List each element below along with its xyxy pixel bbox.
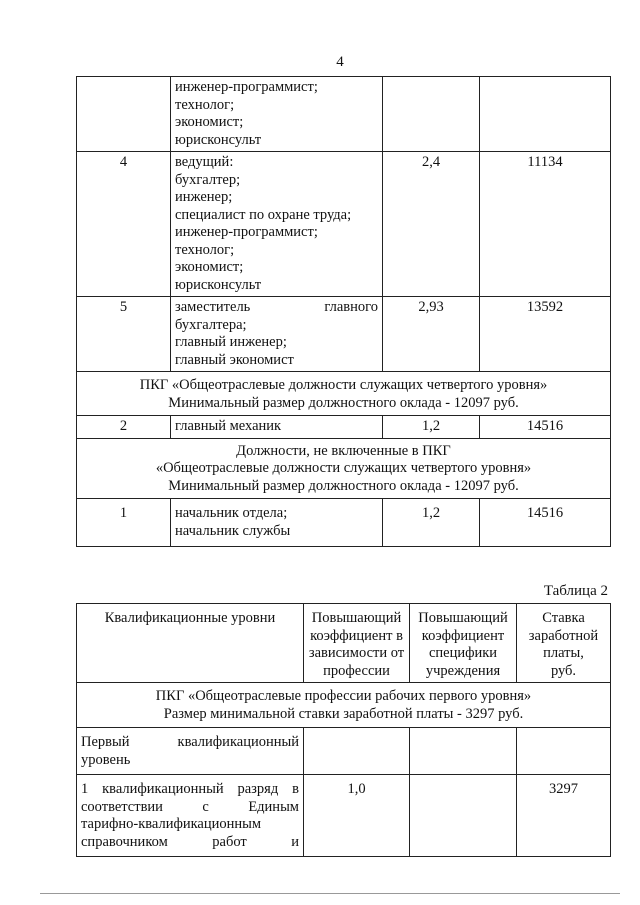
header-levels: Квалификационные уровни [77,604,304,683]
header-rate: Ставка заработной платы, руб. [517,604,611,683]
table-row [77,297,611,372]
level-name: Первый квалификационный уровень [77,728,304,775]
group-header: ПКГ «Общеотраслевые профессии рабочих первого уровня» Размер минимальной ставки заработной платы - 3297 руб. [77,683,611,728]
salary: 14516 [480,416,611,439]
salary [480,77,611,152]
rate: 3297 [517,775,611,857]
group-header-row [77,683,611,728]
table-row [77,152,611,297]
position-names: заместитель главного бухгалтера; главный инженер; главный экономист [171,297,383,372]
header-row [77,604,611,683]
positions-table [76,76,611,547]
coefficient: 1,2 [383,416,480,439]
coefficient: 1,0 [304,775,410,857]
coefficient: 1,2 [383,499,480,547]
row-number: 4 [77,152,171,297]
grade-description: 1 квалификационный разряд в соответствии с Единым тарифно-квалификационным справочником работ и [77,775,304,857]
group-header-row [77,372,611,416]
salary: 14516 [480,499,611,547]
worker-rates-table [76,603,611,857]
coefficient [383,77,480,152]
table-row [77,728,611,775]
coefficient: 2,93 [383,297,480,372]
page-number: 4 [336,54,344,70]
salary: 13592 [480,297,611,372]
row-number [77,77,171,152]
table-row [77,416,611,439]
position-names: начальник отдела; начальник службы [171,499,383,547]
table-row [77,77,611,152]
group-header: Должности, не включенные в ПКГ «Общеотраслевые должности служащих четвертого уровня» Минимальный размер должностного оклада - 12097 руб. [77,438,611,499]
header-profession-coef: Повышающий коэффициент в зависимости от профессии [304,604,410,683]
empty-cell [410,728,517,775]
empty-cell [517,728,611,775]
row-number: 5 [77,297,171,372]
salary: 11134 [480,152,611,297]
group-header-row [77,438,611,499]
header-institution-coef: Повышающий коэффициент специфики учреждения [410,604,517,683]
table-row [77,775,611,857]
institution-coef [410,775,517,857]
empty-cell [304,728,410,775]
table-row [77,499,611,547]
coefficient: 2,4 [383,152,480,297]
row-number: 2 [77,416,171,439]
position-names: инженер-программист; технолог; экономист; юрисконсульт [171,77,383,152]
row-number: 1 [77,499,171,547]
table-caption: Таблица 2 [543,583,608,599]
position-names: ведущий: бухгалтер; инженер; специалист по охране труда; инженер-программист; технолог; экономист; юрисконсульт [171,152,383,297]
group-header: ПКГ «Общеотраслевые должности служащих четвертого уровня» Минимальный размер должностного оклада - 12097 руб. [77,372,611,416]
page-edge-rule [40,893,620,894]
position-names: главный механик [171,416,383,439]
